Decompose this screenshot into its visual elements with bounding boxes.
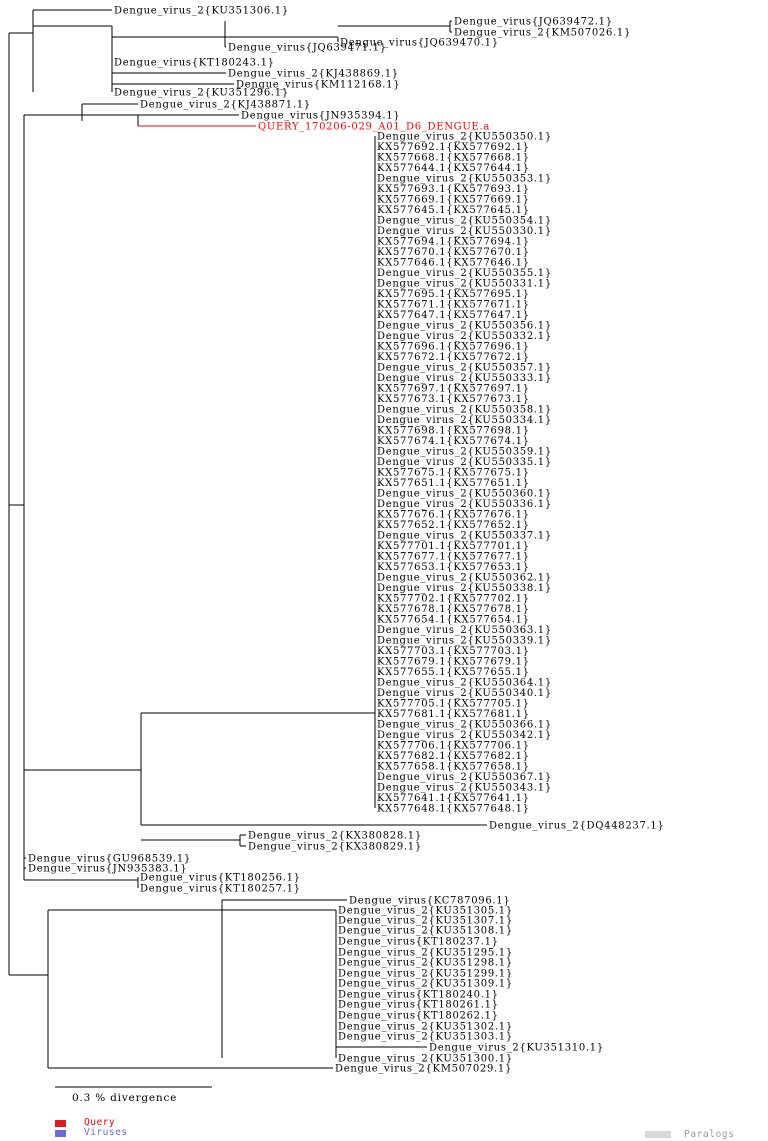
leaf-label: Dengue_virus_2{KU550360.1} [377, 488, 552, 500]
leaf-label: KX577651.1{KX577651.1} [377, 478, 530, 489]
leaf-label: Dengue_virus{JQ639471.1} [228, 42, 387, 54]
leaf-label: Dengue_virus_2{KU550354.1} [377, 215, 552, 227]
leaf-label: Dengue_virus{KT180240.1} [338, 989, 499, 1001]
legend-query-swatch [55, 1120, 66, 1127]
leaf-label: KX577645.1{KX577645.1} [377, 205, 530, 216]
legend-viruses-label: Viruses [84, 1127, 128, 1138]
legend-paralogs-label: Paralogs [684, 1129, 735, 1140]
leaf-label: KX577681.1{KX577681.1} [377, 709, 530, 720]
leaf-label: KX577653.1{KX577653.1} [377, 562, 530, 573]
leaf-label: Dengue_virus{JQ639472.1} [454, 16, 613, 28]
leaf-label: KX577701.1{KX577701.1} [377, 541, 530, 552]
leaf-label: Dengue_virus{GU968539.1} [28, 853, 191, 865]
leaf-label: Dengue_virus_2{KU550366.1} [377, 719, 552, 731]
leaf-label: KX577670.1{KX577670.1} [377, 247, 530, 258]
leaf-label: KX577692.1{KX577692.1} [377, 142, 530, 153]
leaf-label: KX577702.1{KX577702.1} [377, 593, 530, 605]
leaf-label: KX577706.1{KX577706.1} [377, 740, 530, 752]
leaf-label: Dengue_virus{KT180262.1} [338, 1010, 499, 1022]
leaf-label: Dengue_virus{KT180237.1} [338, 936, 499, 948]
leaf-label: Dengue_virus_2{KU351307.1} [338, 915, 513, 927]
leaf-label: Dengue_virus_2{KU351295.1} [338, 947, 513, 959]
leaf-label: KX577682.1{KX577682.1} [377, 751, 530, 762]
leaf-label: Dengue_virus_2{KU550359.1} [377, 446, 552, 458]
leaf-label: Dengue_virus_2{KU550364.1} [377, 677, 552, 689]
leaf-label: KX577679.1{KX577679.1} [377, 656, 530, 668]
legend-query-label: Query [84, 1117, 116, 1128]
leaf-label: KX577655.1{KX577655.1} [377, 667, 530, 678]
leaf-label: Dengue_virus{KT180257.1} [140, 883, 301, 895]
leaf-label: Dengue_virus{KM112168.1} [236, 79, 401, 91]
leaf-label: KX577658.1{KX577658.1} [377, 761, 530, 773]
leaf-label: Dengue_virus_2{KU550333.1} [377, 373, 552, 384]
leaf-label: KX577654.1{KX577654.1} [377, 614, 530, 626]
leaf-label: KX577675.1{KX577675.1} [377, 467, 530, 479]
leaf-label: Dengue_virus{JN935383.1} [28, 863, 188, 875]
leaf-label: Dengue_virus_2{KU550334.1} [377, 415, 552, 426]
leaf-label: KX577677.1{KX577677.1} [377, 551, 530, 563]
leaf-label: Dengue_virus_2{KU550357.1} [377, 362, 552, 374]
leaf-label: Dengue_virus{JN935394.1} [241, 110, 401, 122]
leaf-label: Dengue_virus_2{KU550332.1} [377, 331, 552, 342]
leaf-label: KX577705.1{KX577705.1} [377, 698, 530, 710]
leaf-labels [28, 6, 665, 1075]
leaf-label: KX577672.1{KX577672.1} [377, 352, 530, 363]
leaf-label: Dengue_virus{JQ639470.1} [340, 37, 499, 49]
leaf-label: Dengue_virus_2{KU351306.1} [114, 5, 289, 17]
leaf-label: KX577694.1{KX577694.1} [377, 236, 530, 248]
leaf-label: KX577674.1{KX577674.1} [377, 436, 530, 447]
leaf-label: KX577673.1{KX577673.1} [377, 394, 530, 405]
leaf-label: Dengue_virus_2{KU550363.1} [377, 625, 552, 636]
leaf-label: Dengue_virus_2{KU550355.1} [377, 268, 552, 279]
leaf-label: KX577671.1{KX577671.1} [377, 299, 530, 311]
leaf-label: Dengue_virus_2{KU550343.1} [377, 782, 552, 794]
leaf-label: Dengue_virus_2{KM507026.1} [454, 27, 632, 39]
leaf-label: QUERY_170206-029_A01_D6_DENGUE.a [258, 121, 491, 133]
leaf-label: KX577703.1{KX577703.1} [377, 646, 530, 657]
leaf-label: Dengue_virus_2{KU550362.1} [377, 572, 552, 584]
leaf-label: Dengue_virus_2{KU351296.1} [114, 87, 289, 99]
leaf-label: Dengue_virus_2{KJ438869.1} [228, 68, 399, 80]
leaf-label: KX577644.1{KX577644.1} [377, 163, 530, 174]
leaf-label: Dengue_virus_2{KU550350.1} [377, 131, 552, 143]
leaf-label: KX577648.1{KX577648.1} [377, 803, 530, 815]
leaf-label: Dengue_virus_2{KU550356.1} [377, 320, 552, 332]
leaf-label: KX577668.1{KX577668.1} [377, 152, 530, 164]
leaf-label: KX577646.1{KX577646.1} [377, 257, 530, 269]
leaf-label: Dengue_virus_2{KU351302.1} [338, 1021, 513, 1033]
leaf-label: Dengue_virus_2{KU550353.1} [377, 173, 552, 185]
leaf-label: Dengue_virus_2{KU351303.1} [338, 1031, 513, 1043]
leaf-label: KX577641.1{KX577641.1} [377, 793, 530, 804]
leaf-label: KX577676.1{KX577676.1} [377, 509, 530, 521]
leaf-label: Dengue_virus{KT180256.1} [140, 872, 301, 884]
scale-bar-label: 0.3 % divergence [72, 1092, 178, 1104]
leaf-label: Dengue_virus{KC787096.1} [349, 895, 511, 907]
leaf-label: Dengue_virus_2{KU550330.1} [377, 226, 552, 237]
leaf-label: Dengue_virus_2{KU550331.1} [377, 278, 552, 290]
leaf-label: Dengue_virus_2{KX380828.1} [248, 830, 422, 842]
leaf-label: KX577696.1{KX577696.1} [377, 341, 530, 353]
leaf-label: KX577652.1{KX577652.1} [377, 520, 530, 531]
leaf-label: Dengue_virus_2{KU550340.1} [377, 688, 552, 699]
leaf-label: KX577697.1{KX577697.1} [377, 383, 530, 395]
leaf-label: Dengue_virus_2{KU550336.1} [377, 499, 552, 510]
leaf-label: Dengue_virus_2{KU550335.1} [377, 457, 552, 468]
leaf-label: Dengue_virus_2{KU550342.1} [377, 730, 552, 741]
leaf-label: Dengue_virus_2{KU351299.1} [338, 968, 513, 980]
leaf-label: Dengue_virus_2{KU550338.1} [377, 583, 552, 594]
leaf-label: Dengue_virus_2{KX380829.1} [248, 841, 422, 853]
legend-viruses-swatch [55, 1130, 66, 1137]
leaf-label: Dengue_virus_2{KU351300.1} [338, 1053, 513, 1065]
leaf-label: KX577669.1{KX577669.1} [377, 194, 530, 206]
leaf-label: KX577695.1{KX577695.1} [377, 289, 530, 300]
leaf-label: Dengue_virus_2{KU351309.1} [338, 978, 513, 990]
leaf-label: Dengue_virus_2{KJ438871.1} [140, 99, 311, 111]
leaf-label: KX577698.1{KX577698.1} [377, 425, 530, 437]
leaf-label: Dengue_virus{KT180243.1} [114, 57, 275, 69]
leaf-label: Dengue_virus_2{KU550367.1} [377, 772, 552, 783]
leaf-label: Dengue_virus_2{KM507029.1} [335, 1063, 513, 1075]
leaf-label: Dengue_virus_2{KU550339.1} [377, 635, 552, 647]
leaf-label: Dengue_virus_2{KU351308.1} [338, 925, 513, 937]
leaf-label: Dengue_virus_2{KU550358.1} [377, 404, 552, 416]
leaf-label: Dengue_virus_2{KU550337.1} [377, 530, 552, 542]
leaf-label: Dengue_virus_2{KU351298.1} [338, 957, 513, 969]
leaf-label: Dengue_virus{KT180261.1} [338, 999, 499, 1011]
leaf-label: KX577647.1{KX577647.1} [377, 310, 530, 321]
leaf-label: Dengue_virus_2{DQ448237.1} [489, 820, 665, 832]
legend-paralogs-swatch [645, 1131, 671, 1138]
leaf-label: KX577678.1{KX577678.1} [377, 604, 530, 615]
leaf-label: KX577693.1{KX577693.1} [377, 184, 530, 195]
leaf-label: Dengue_virus_2{KU351305.1} [338, 905, 513, 917]
leaf-label: Dengue_virus_2{KU351310.1} [429, 1042, 604, 1054]
